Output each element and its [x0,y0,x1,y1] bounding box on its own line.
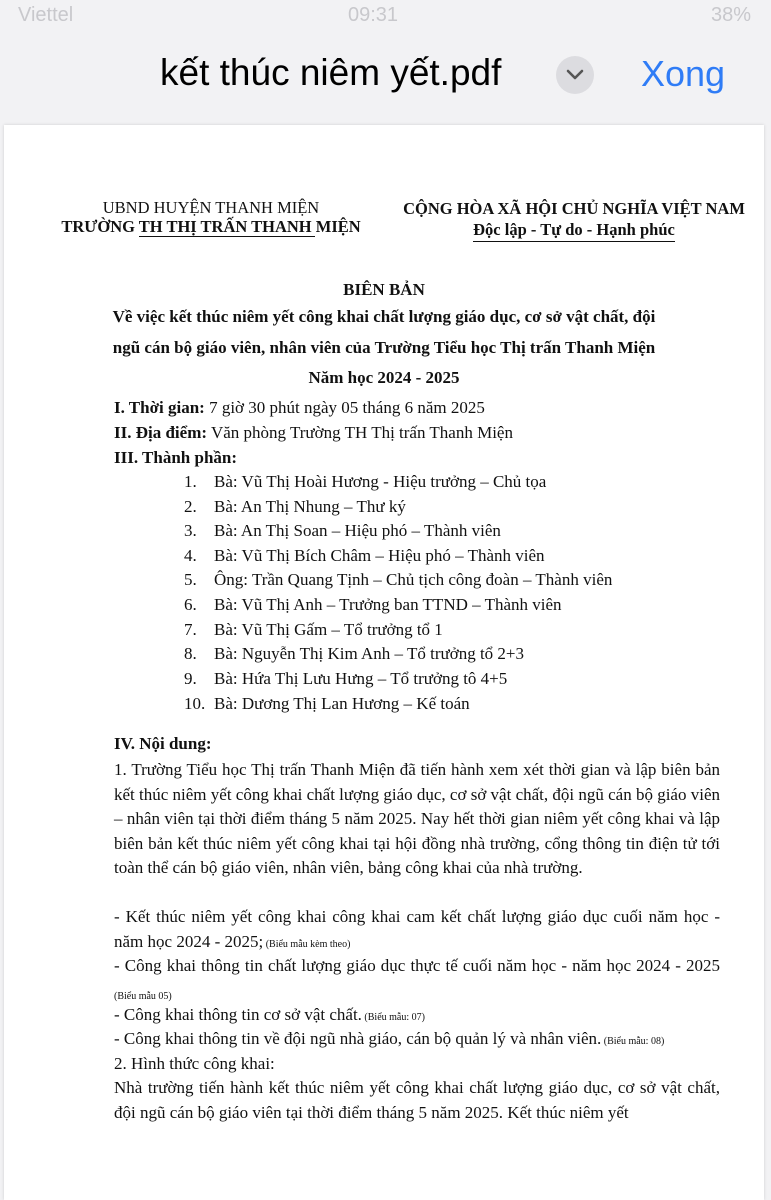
clock: 09:31 [348,4,399,26]
header-underline [139,236,315,237]
carrier-label: Viettel [18,4,74,26]
place-label: II. Địa điểm: [114,423,208,442]
member-item: 9. Bà: Hứa Thị Lưu Hưng – Tổ trưởng tô 4+5 [184,669,508,688]
member-item: 4. Bà: Vũ Thị Bích Châm – Hiệu phó – Thành viên [184,546,545,565]
time-row [114,398,485,418]
form-paragraph: Nhà trường tiến hành kết thúc niêm yết công khai chất lượng giáo dục, cơ sở vật chất, đội ngũ cán bộ giáo viên tại thời điểm tháng 5 năm 2025. Kết thúc niêm yết [114,1078,720,1122]
list-item: - Công khai thông tin về đội ngũ nhà giáo, cán bộ quản lý và nhân viên. (Biểu mẫu: 08) [114,1029,665,1048]
status-bar [0,0,771,38]
doc-title: BIÊN BẢN [343,280,425,299]
content-paragraph: 1. Trường Tiểu học Thị trấn Thanh Miện đã tiến hành xem xét thời gian và lập biên bản kết thúc niêm yết công khai chất lượng giáo dục, cơ sở vật chất, đội ngũ cán bộ giáo viên – nhân viên tại thời điểm tháng 5 năm 2025. Nay hết thời gian niêm yết công khai và lập biên bản kết thúc niêm yết công khai tại hội đồng nhà trường, cổng thông tin điện tử tới toàn thể cán bộ giáo viên, nhân viên, bảng công khai của nhà trường. [114,760,720,877]
member-item: 5. Ông: Trần Quang Tịnh – Chủ tịch công đoàn – Thành viên [184,570,613,589]
chevron-down-icon[interactable] [556,56,594,94]
doc-subtitle-3: Năm học 2024 - 2025 [308,368,460,387]
school-name: TRƯỜNG TH THỊ TRẤN THANH MIỆN [61,217,361,236]
member-item: 8. Bà: Nguyễn Thị Kim Anh – Tổ trưởng tổ 2+3 [184,644,525,663]
content-label: IV. Nội dung: [114,734,212,753]
viewer-header [0,38,771,118]
pdf-page[interactable] [4,125,764,1200]
list-item: - Công khai thông tin chất lượng giáo dục thực tế cuối năm học - năm học 2024 - 2025 (Biểu mẫu 05) [114,956,720,1002]
country-name: CỘNG HÒA XÃ HỘI CHỦ NGHĨA VIỆT NAM [403,199,745,218]
member-item: 7. Bà: Vũ Thị Gấm – Tổ trưởng tổ 1 [184,620,443,639]
doc-subtitle-2: ngũ cán bộ giáo viên, nhân viên của Trường Tiểu học Thị trấn Thanh Miện [112,338,656,357]
time-label: I. Thời gian: [114,398,205,417]
member-item: 6. Bà: Vũ Thị Anh – Trưởng ban TTND – Thành viên [184,595,562,614]
done-button[interactable]: Xong [641,53,726,94]
members-label: III. Thành phần: [114,448,238,467]
place-row [114,423,513,443]
doc-subtitle-1: Về việc kết thúc niêm yết công khai chất lượng giáo dục, cơ sở vật chất, đội [112,307,656,326]
list-item: - Kết thúc niêm yết công khai công khai cam kết chất lượng giáo dục cuối năm học - năm học 2024 - 2025; (Biểu mẫu kèm theo) [114,907,720,951]
file-title[interactable]: kết thúc niêm yết.pdf [160,52,502,93]
member-item: 2. Bà: An Thị Nhung – Thư ký [184,497,406,516]
district-name: UBND HUYỆN THANH MIỆN [102,198,320,217]
form-label: 2. Hình thức công khai: [114,1054,275,1073]
motto: Độc lập - Tự do - Hạnh phúc [473,219,675,242]
time-value: 7 giờ 30 phút ngày 05 tháng 6 năm 2025 [204,398,485,417]
member-item: 1. Bà: Vũ Thị Hoài Hương - Hiệu trưởng – Chủ tọa [184,472,547,491]
place-value: Văn phòng Trường TH Thị trấn Thanh Miện [207,423,513,442]
member-item: 10. Bà: Dương Thị Lan Hương – Kế toán [184,694,470,713]
member-item: 3. Bà: An Thị Soan – Hiệu phó – Thành viên [184,521,501,540]
left-header [56,198,366,236]
right-header [394,198,754,242]
battery-level: 38% [710,4,751,26]
list-item: - Công khai thông tin cơ sở vật chất. (Biểu mẫu: 07) [114,1005,425,1024]
